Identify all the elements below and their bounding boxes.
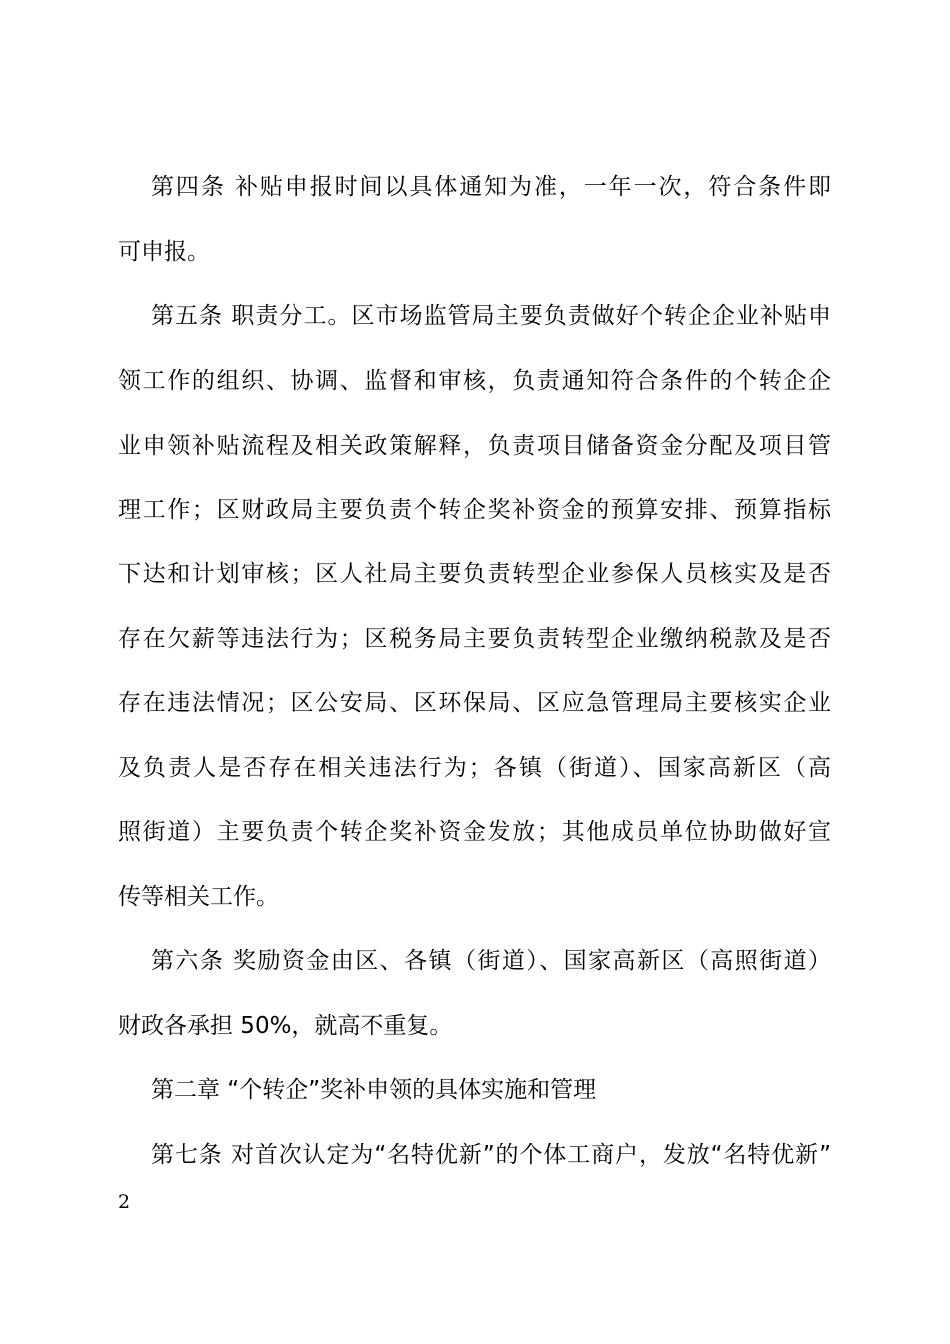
article-5-line-9: 照街道）主要负责个转企奖补资金发放；其他成员单位协助做好宣 <box>118 819 831 845</box>
page-number: 2 <box>118 1191 131 1213</box>
article-6-line-2: 财政各承担 50%，就高不重复。 <box>118 1013 453 1039</box>
article-6-line-1: 第六条 奖励资金由区、各镇（街道）、国家高新区（高照街道） <box>151 948 831 974</box>
article-5-line-10: 传等相关工作。 <box>118 884 279 910</box>
article-5-line-3: 业申领补贴流程及相关政策解释，负责项目储备资金分配及项目管 <box>118 433 831 459</box>
article-5-line-7: 存在违法情况；区公安局、区环保局、区应急管理局主要核实企业 <box>118 690 831 716</box>
article-5-line-1: 第五条 职责分工。区市场监管局主要负责做好个转企企业补贴申 <box>151 303 831 329</box>
article-4-line-1: 第四条 补贴申报时间以具体通知为准，一年一次，符合条件即 <box>151 174 831 200</box>
chapter-2-heading: 第二章 “个转企”奖补申领的具体实施和管理 <box>151 1077 597 1103</box>
article-5-line-6: 存在欠薪等违法行为；区税务局主要负责转型企业缴纳税款及是否 <box>118 626 831 652</box>
article-7-line-1: 第七条 对首次认定为“名特优新”的个体工商户，发放“名特优新” <box>151 1142 831 1168</box>
article-4-line-2: 可申报。 <box>118 239 210 265</box>
article-5-line-5: 下达和计划审核；区人社局主要负责转型企业参保人员核实及是否 <box>118 561 831 587</box>
article-5-line-4: 理工作；区财政局主要负责个转企奖补资金的预算安排、预算指标 <box>118 497 831 523</box>
article-5-line-8: 及负责人是否存在相关违法行为；各镇（街道）、国家高新区（高 <box>118 755 831 781</box>
article-5-line-2: 领工作的组织、协调、监督和审核，负责通知符合条件的个转企企 <box>118 368 831 394</box>
